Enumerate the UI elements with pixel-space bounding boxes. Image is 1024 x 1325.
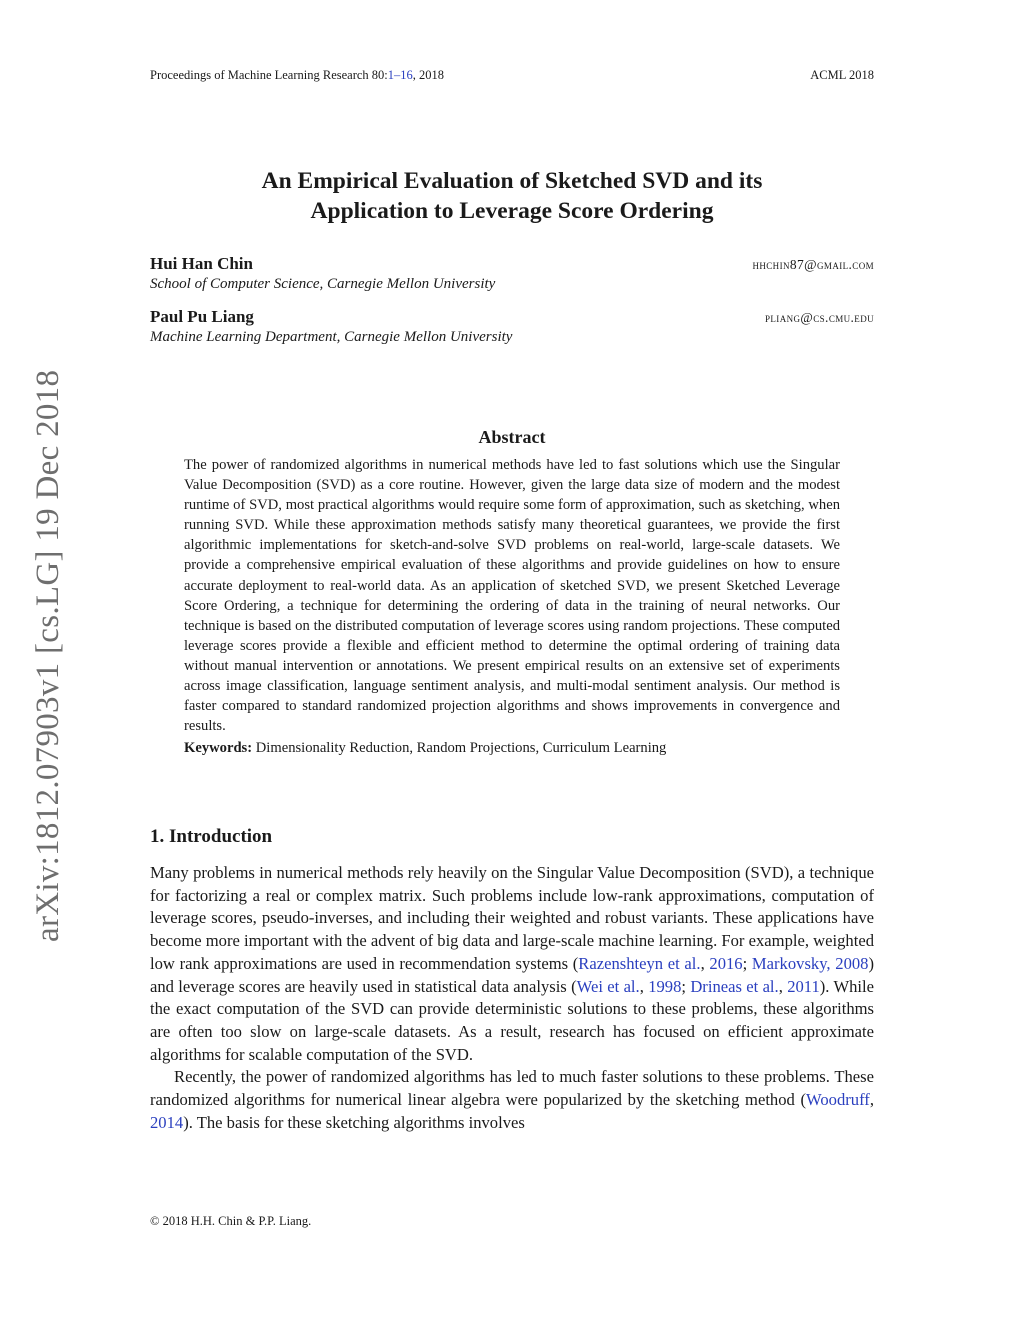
author-email[interactable]: hhchin87@gmail.com: [752, 257, 874, 272]
section-heading-introduction: 1. Introduction: [150, 826, 273, 847]
author-email[interactable]: pliang@cs.cmu.edu: [765, 310, 874, 325]
copyright-footnote: © 2018 H.H. Chin & P.P. Liang.: [150, 1214, 312, 1228]
author-affiliation: School of Computer Science, Carnegie Mellon University: [150, 276, 496, 292]
title-line-2: Application to Leverage Score Ordering: [310, 198, 714, 224]
author-affiliation: Machine Learning Department, Carnegie Mellon University: [150, 329, 513, 345]
citation-link[interactable]: 2014: [150, 1112, 184, 1132]
keywords-label: Keywords:: [184, 740, 253, 757]
citation-link[interactable]: 1998: [648, 976, 682, 996]
citation-link[interactable]: 2011: [787, 976, 820, 996]
keywords: [184, 738, 840, 758]
paragraph: Many problems in numerical methods rely heavily on the Singular Value Decomposition (SVD), a technique for factorizing a real or complex matrix. Such problems include low-rank approximations, computation of leverage scores, pseudo-inverses, and including their weighted and robust variants. These applications have become more important with the advent of big data and large-scale machine learning. For example, weighted low rank approximations are used in recommendation systems (Razenshteyn et al., 2016; Markovsky, 2008) and leverage scores are heavily used in statistical data analysis (Wei et al., 1998; Drineas et al., 2011). While the exact computation of the SVD can provide deterministic solutions to these problems, these algorithms are often too slow on large-scale datasets. As a result, research has focused on efficient approximate algorithms for scalable computation of the SVD.: [150, 863, 875, 1064]
journal-citation: Proceedings of Machine Learning Research 80:1–16, 2018: [150, 68, 445, 82]
title-line-1: An Empirical Evaluation of Sketched SVD and its: [261, 168, 763, 194]
paragraph: Recently, the power of randomized algorithms has led to much faster solutions to these problems. These randomized algorithms for numerical linear algebra were popularized by the sketching method (Woodruff, 2014). The basis for these sketching algorithms involves: [150, 1067, 874, 1132]
citation-link[interactable]: 2008: [835, 953, 869, 973]
author-name: Paul Pu Liang: [150, 307, 254, 326]
author-2: [150, 307, 874, 346]
citation-link[interactable]: Markovsky,: [751, 953, 831, 973]
abstract-body: [184, 455, 840, 758]
pages-link[interactable]: 1–16: [387, 68, 413, 82]
author-name: Hui Han Chin: [150, 254, 253, 273]
author-1: [150, 254, 874, 293]
citation-link[interactable]: 2016: [709, 953, 743, 973]
citation-link[interactable]: Woodruff: [806, 1090, 870, 1110]
citation-link[interactable]: Wei et al.: [576, 976, 640, 996]
running-header: [150, 68, 874, 83]
abstract-text: The power of randomized algorithms in numerical methods have led to fast solutions which use the Singular Value Decomposition (SVD) as a core routine. However, given the large data size of modern and the modest runtime of SVD, most practical algorithms would require some form of approximation, such as sketching, when running SVD. While these approximation methods satisfy many theoretical guarantees, we provide the first algorithmic implementations for sketch-and-solve SVD problems on real-world, large-scale datasets. We provide a comprehensive empirical evaluation of these algorithms and provide guidelines on how to ensure accurate deployment to real-world data. As an application of sketched SVD, we present Sketched Leverage Score Ordering, a technique for determining the ordering of data in the training of neural networks. Our technique is based on the distributed computation of leverage scores using random projections. These computed leverage scores provide a flexible and efficient method to determine the optimal ordering of training data without manual intervention or annotations. We present empirical results on an extensive set of experiments across image classification, language sentiment analysis, and multi-modal sentiment analysis. Our method is faster compared to standard randomized projection algorithms and shows improvements in convergence and results.: [184, 457, 840, 735]
paper-title: [150, 166, 874, 226]
citation-link[interactable]: Drineas et al.: [690, 976, 779, 996]
arxiv-identifier: arXiv:1812.07903v1 [cs.LG] 19 Dec 2018: [30, 369, 66, 942]
abstract-heading: Abstract: [478, 427, 546, 447]
citation-link[interactable]: Razenshteyn et al.: [578, 953, 701, 973]
introduction-body: [150, 862, 874, 1134]
keywords-list: Dimensionality Reduction, Random Projections, Curriculum Learning: [255, 740, 667, 757]
venue-label: ACML 2018: [810, 68, 874, 82]
